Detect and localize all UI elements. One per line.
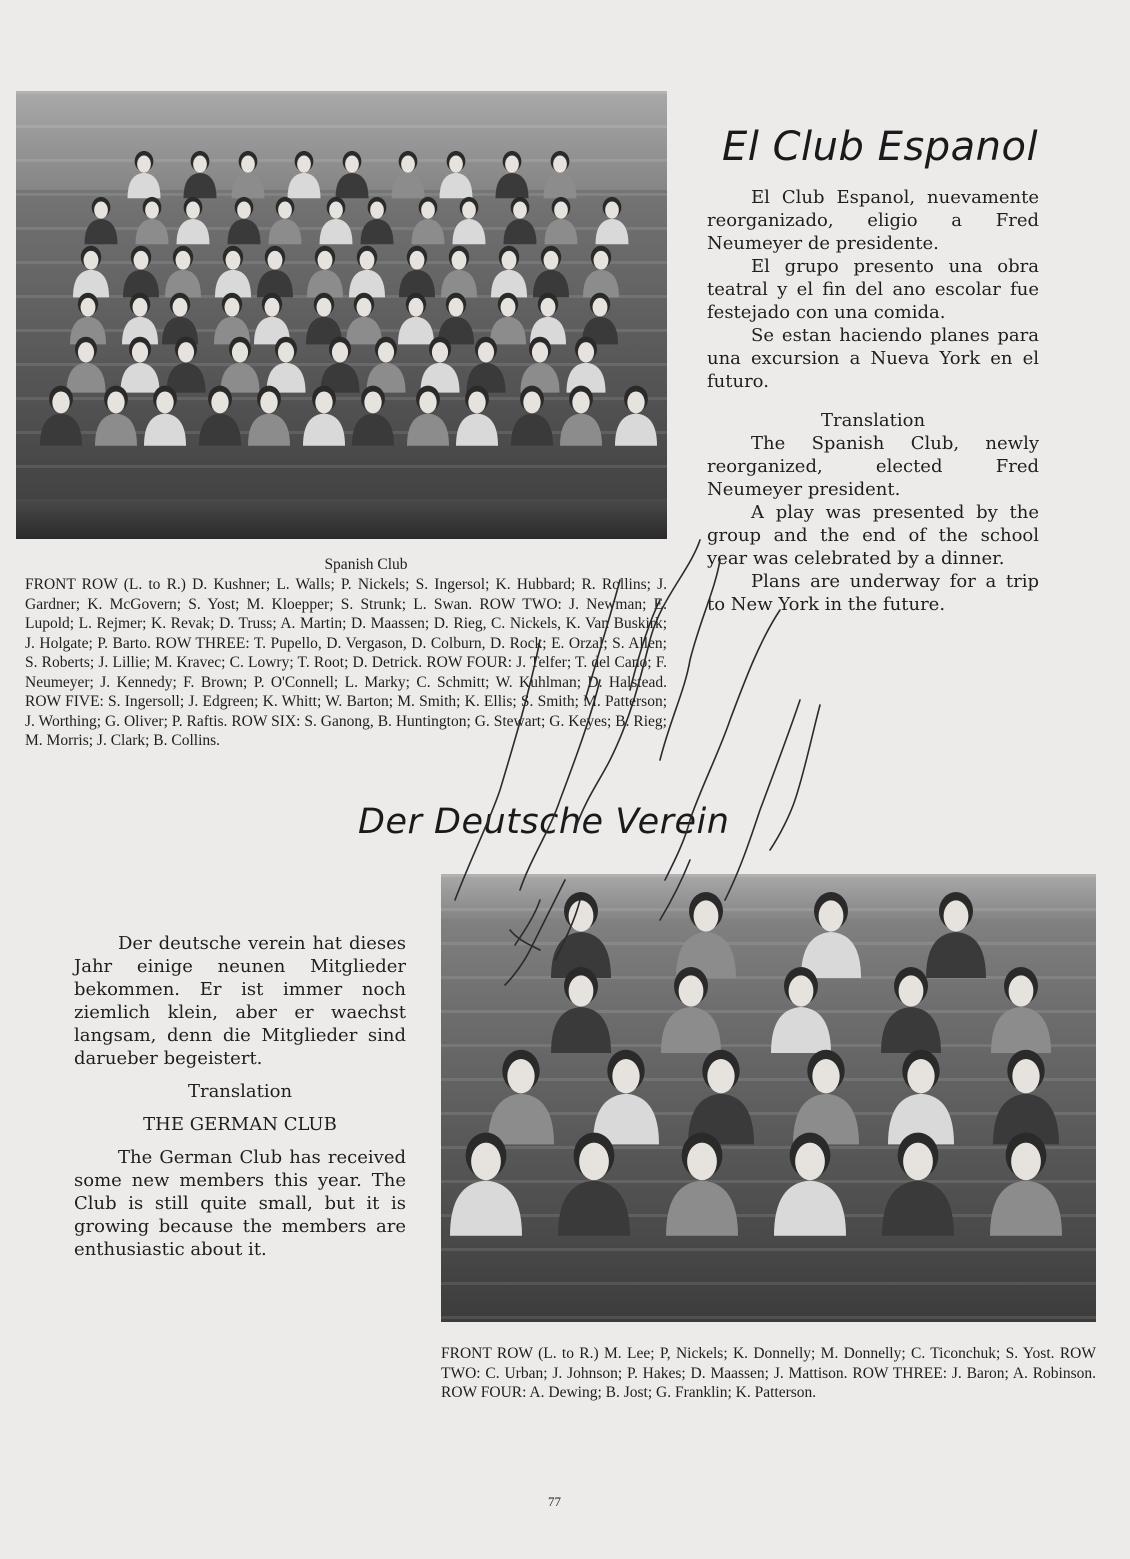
spanish-club-photo	[16, 91, 667, 539]
german-club-group-figures	[441, 874, 1096, 1322]
spanish-club-body	[707, 186, 1039, 616]
spanish-translation-heading: Translation	[820, 410, 926, 431]
spanish-paragraph-3: Se estan haciendo planes para una excursion a Nueva York en el futuro.	[707, 325, 1039, 392]
spanish-photo-label: Spanish Club	[324, 556, 408, 573]
spanish-club-group-figures	[16, 91, 667, 539]
german-club-caption: FRONT ROW (L. to R.) M. Lee; P, Nickels; K. Donnelly; M. Donnelly; C. Ticonchuk; S. Yost. ROW TWO: C. Urban; J. Johnson; P. Hakes; D. Maassen; J. Mattison. ROW THREE: J. Baron; A. Robinson. ROW FOUR: A. Dewing; B. Jost; G. Franklin; K. Patterson.	[441, 1345, 1096, 1401]
spanish-club-title: El Club Espanol	[722, 124, 1039, 170]
spanish-paragraph-1: El Club Espanol, nuevamente reorganizado, eligio a Fred Neumeyer de presidente.	[707, 187, 1039, 254]
german-translation-heading: Translation	[187, 1081, 293, 1102]
german-club-title: Der Deutsche Verein	[358, 802, 730, 842]
spanish-translation-paragraph-2: A play was presented by the group and the end of the school year was celebrated by a dinner.	[707, 502, 1039, 569]
spanish-translation-paragraph-1: The Spanish Club, newly reorganized, elected Fred Neumeyer president.	[707, 433, 1039, 500]
german-translation-title: THE GERMAN CLUB	[143, 1114, 337, 1135]
spanish-translation-paragraph-3: Plans are underway for a trip to New York in the future.	[707, 571, 1039, 615]
german-club-body	[74, 932, 406, 1261]
page-number: 77	[548, 1494, 561, 1509]
spanish-club-caption: FRONT ROW (L. to R.) D. Kushner; L. Walls; P. Nickels; S. Ingersol; K. Hubbard; R. Rollins; J. Gardner; K. McGovern; S. Yost; M. Kloepper; S. Strunk; L. Swan. ROW TWO: J. Newman; E. Lupold; L. Rejmer; K. Revak; D. Truss; A. Martin; D. Maassen; D. Rieg, C. Nickels, K. Van Buskirk; J. Holgate; P. Barto. ROW THREE: T. Pupello, D. Vergason, D. Colburn, D. Rock; E. Orzal; S. Allen; S. Roberts; J. Lillie; M. Kravec; C. Lowry; T. Root; D. Detrick. ROW FOUR: J. Telfer; T. del Cano; F. Neumeyer; J. Kennedy; F. Brown; P. O'Connell; L. Marky; C. Schmitt; W. Kuhlman; D. Halstead. ROW FIVE: S. Ingersoll; J. Edgreen; K. Whitt; W. Barton; M. Smith; K. Ellis; S. Smith; M. Patterson; J. Worthing; G. Oliver; P. Raftis. ROW SIX: S. Ganong, B. Huntington; G. Stewart; G. Keyes; B. Rieg; M. Morris; J. Clark; B. Collins.	[25, 576, 667, 749]
german-club-photo	[441, 874, 1096, 1322]
spanish-paragraph-2: El grupo presento una obra teatral y el fin del ano escolar fue festejado con una comida.	[707, 256, 1039, 323]
german-translation-paragraph: The German Club has received some new members this year. The Club is still quite small, but it is growing because the members are enthusiastic about it.	[74, 1147, 406, 1260]
german-paragraph: Der deutsche verein hat dieses Jahr einige neunen Mitglieder bekommen. Er ist immer noch ziemlich klein, aber er waechst langsam, denn die Mitglieder sind darueber begeistert.	[74, 933, 406, 1069]
